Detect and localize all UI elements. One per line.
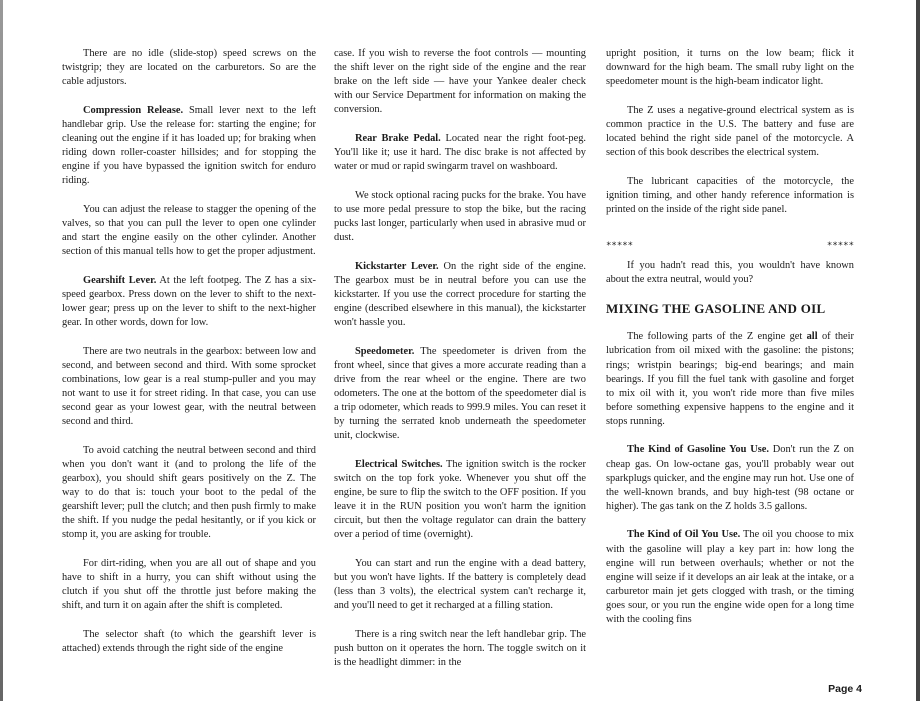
section-divider: [606, 239, 854, 253]
page-number: Page 4: [828, 683, 862, 695]
paragraph: [62, 274, 316, 330]
paragraph: To avoid catching the neutral between second and third when you don't want it (and to prolong the life of the gearbox), you should shift gears positively on the Z. The way to do that is: touch your boot to the pedal of the gearshift lever; pull the clutch; and then push firmly to make the shift. If you nudge the pedal hesitantly, or if you kick or stomp it, you are asking for trouble.: [62, 444, 316, 541]
paragraph: [334, 458, 586, 543]
column-2: [334, 47, 586, 684]
paragraph: We stock optional racing pucks for the brake. You have to use more pedal pressure to stop the bike, but the racing pucks last longer, particularly when used in abrasive mud or dust.: [334, 189, 586, 244]
paragraph: [606, 330, 854, 429]
paragraph: The lubricant capacities of the motorcycle, the ignition timing, and other handy reference information is printed on the inside of the right side panel.: [606, 175, 854, 215]
scan-edge-right: [916, 0, 920, 701]
paragraph-text: Don't run the Z on cheap gas. On low-octane gas, you'll probably wear out sparkplugs quicker, and the engine may run hot. Use one of the well-known brands, and buy high-test (98 octane or higher). The gas tank on the Z holds 3.5 gallons.: [606, 444, 854, 512]
paragraph-title: Kickstarter Lever.: [355, 260, 439, 272]
paragraph-title: Electrical Switches.: [355, 458, 443, 470]
paragraph-text: The ignition switch is the rocker switch on the top fork yoke. Whenever you shut off the engine, be sure to flip the switch to the OFF position. If you leave it in the RUN position you won't harm the ignition circuit, but then the voltage regulator can drain the battery over a period of time (overnight).: [334, 458, 586, 541]
paragraph-title: The Kind of Oil You Use.: [627, 529, 741, 541]
paragraph: case. If you wish to reverse the foot controls — mounting the shift lever on the right side of the engine and the rear brake on the left side — have your Yankee dealer check with our Service Department for information on making the conversion.: [334, 48, 586, 116]
paragraph-text: The following parts of the Z engine get: [627, 331, 807, 343]
paragraph: You can adjust the release to stagger the opening of the valves, so that you can pull the lever to open one cylinder and start the engine easily on the other cylinder. Another section of this manual tells how to get the proper adjustment.: [62, 203, 316, 258]
paragraph-text: The speedometer is driven from the front wheel, since that gives a more accurate reading than a drive from the rear wheel or the engine. There are two odometers. The one at the bottom of the speedometer dial is a trip odometer, which reads to 999.9 miles. You can reset it by turning the serrated knob underneath the speedometer unit, clockwise.: [334, 345, 586, 442]
column-3: [606, 47, 854, 642]
paragraph-title: Speedometer.: [355, 345, 415, 357]
divider-stars-right: *****: [826, 240, 854, 251]
paragraph-title: Compression Release.: [83, 104, 184, 116]
paragraph: If you hadn't read this, you wouldn't have known about the extra neutral, would you?: [606, 260, 854, 286]
emphasis: all: [806, 331, 818, 343]
divider-stars-left: *****: [606, 240, 634, 251]
paragraph-title: The Kind of Gasoline You Use.: [627, 444, 769, 456]
paragraph: You can start and run the engine with a dead battery, but you won't have lights. If the battery is completely dead (less than 3 volts), the electrical system can't recharge it, and you'll need to get it recharged at a filling station.: [334, 557, 586, 612]
paragraph: upright position, it turns on the low beam; flick it downward for the high beam. The small ruby light on the speedometer mount is the high-beam indicator light.: [606, 48, 854, 88]
paragraph-text: Located near the right foot-peg. You'll like it; use it hard. The disc brake is not affected by water or mud or rapid swingarm travel on washboard.: [334, 132, 586, 173]
paragraph-title: Gearshift Lever.: [83, 274, 157, 286]
paragraph: There are two neutrals in the gearbox: between low and second, and between second and third. With some sprocket combinations, low gear is a real stump-puller and you may not want to use it for street riding. In that case, you can use second gear as your lowest gear, with the neutral between second and third.: [62, 345, 316, 428]
paragraph: [606, 443, 854, 513]
paragraph: For dirt-riding, when you are all out of shape and you have to shift in a hurry, you can shift without using the clutch if you shut off the throttle just before making the shift, and turn it on again after the shift is completed.: [62, 557, 316, 612]
paragraph-text: At the left footpeg. The Z has a six-speed gearbox. Press down on the lever to shift to the next-lower gear; press up on the lever to shift to the next-higher gear. In other words, down for low.: [62, 274, 316, 328]
paragraph-text: On the right side of the engine. The gearbox must be in neutral before you can use the kickstarter. If you use the correct procedure for starting the engine (described elsewhere in this manual), the kickstarter won't hassle you.: [334, 260, 586, 328]
paragraph: There is a ring switch near the left handlebar grip. The push button on it operates the horn. The toggle switch on it is the headlight dimmer: in the: [334, 628, 586, 668]
scan-edge-left: [0, 0, 3, 701]
paragraph: The selector shaft (to which the gearshift lever is attached) extends through the right side of the engine: [62, 628, 316, 654]
column-1: [62, 47, 316, 670]
paragraph: [334, 132, 586, 174]
paragraph: The Z uses a negative-ground electrical system as is common practice in the U.S. The battery and fuse are located behind the right side panel of the motorcycle. A section of this book describes the electrical system.: [606, 104, 854, 159]
paragraph-text: Small lever next to the left handlebar grip. Use the release for: starting the engine; for cleaning out the engine if it has loaded up; for braking when riding down roller-coaster hillsides; and for stopping the engine if you have bypassed the ignition switch for enduro riding.: [62, 104, 316, 187]
paragraph: [334, 345, 586, 444]
paragraph-text: The oil you choose to mix with the gasoline will play a key part in: how long the engine will run between overhauls; whether or not the engine will seize if it develops an air leak at the intake, or a carburetor main jet gets clogged with trash, or the timing goes sour, or you run the engine wide open for a long time with the cooling fins: [606, 529, 854, 625]
paragraph: There are no idle (slide-stop) speed screws on the twistgrip; they are located on the carburetors. So are the cable adjustors.: [62, 48, 316, 88]
paragraph: [334, 260, 586, 330]
paragraph-text: of their lubrication from oil mixed with the gasoline: the pistons; rings; wristpin bearings; big-end bearings; and main bearings. If you fill the fuel tank with gasoline and forget to mix oil with it, you won't ride more than five miles before something expensive happens to the engine and it stops running.: [606, 331, 854, 427]
paragraph: [606, 528, 854, 627]
section-heading: MIXING THE GASOLINE AND OIL: [606, 300, 826, 316]
paragraph-title: Rear Brake Pedal.: [355, 132, 441, 144]
paragraph: [62, 104, 316, 189]
